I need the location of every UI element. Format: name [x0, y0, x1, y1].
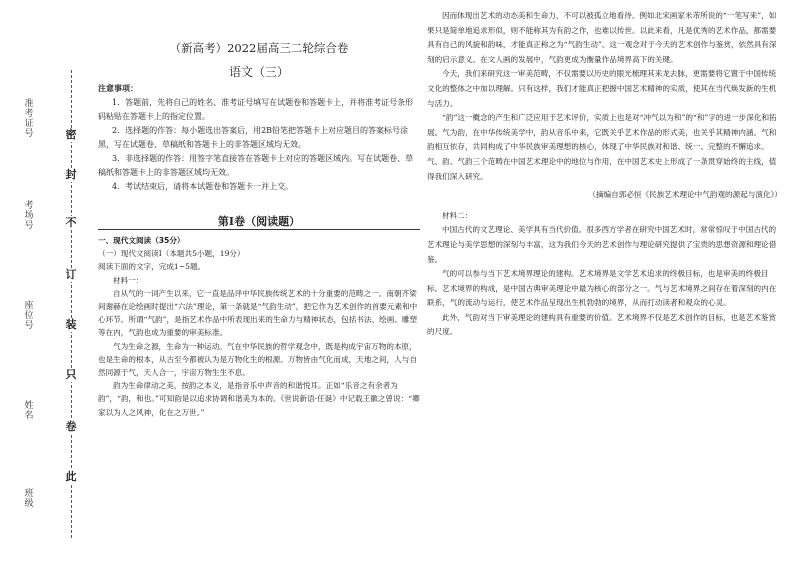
paragraph: 自从气的一词产生以来，它一直是品评中华民族传统艺术的十分重要的范畴之一。南朝齐梁间谢赫在论绘画时提出“六法”理论，第一条就是“气韵生动”，把它作为艺术创作的首要元素和中心环节。所谓“气韵”，是指艺术作品中所表现出来的生命力与精神状态，包括书法、绘画、雕塑等在内，气韵也成为重要的审美标准。	[98, 288, 418, 338]
sub-heading: （一）现代文阅读Ⅰ（本题共5小题，19分）	[98, 249, 245, 259]
seal-glyph-2: 封	[62, 168, 80, 182]
subject-title: 语文（三）	[228, 65, 289, 79]
paragraph: 今天，我们来研究这一审美范畴，不仅需要以历史的眼光梳理其来龙去脉，更需要将它置于中国传统文化的整体之中加以理解。只有这样，我们才能真正把握中国艺术精神的实质，使其在当代焕发新的生机与活力。	[427, 69, 777, 108]
class-label: 班级	[22, 488, 33, 508]
material-label: 材料一：	[113, 275, 144, 285]
paragraph: “韵”这一概念的产生和广泛应用于艺术评价，实质上也是对“冲气以为和”的“和”字的进一步深化和拓展。气为韵，在中华传统美学中，韵从音乐中来，它既关乎艺术作品的形式美，也关乎其精神内涵。气和韵相互依存，共同构成了中华民族审美理想的核心，体现了中华民族对和谐、统一、完整的不懈追求。气、韵、气韵三个范畴在中国艺术理论中的地位与作用，在中国艺术史上形成了一条贯穿始终的主线，值得我们深入研究。	[427, 113, 777, 181]
binding-margin	[0, 0, 95, 562]
paragraph: 因而体现出艺术的动态美和生命力，不可以被孤立地看待。例如北宋画家米芾所说的“一笔写来”，如果只是简单地追求形似，则不能称其为有韵之作，也难以传世。以此来看，凡是优秀的艺术作品，都需要具有自己的风貌和韵味，才能真正称之为“气韵生动”。这一观念对于今天的艺术创作与鉴赏，依然具有深刻的启示意义。在文人画的发展中，气韵更成为衡量作品境界高下的关键。	[427, 11, 777, 64]
material-label: 材料二：	[442, 210, 473, 220]
name-field[interactable]	[16, 400, 38, 420]
reading-body-right	[427, 9, 782, 340]
seat-number-field[interactable]	[16, 300, 38, 330]
name-label: 姓名	[22, 400, 33, 420]
notice-item: 2．选择题的作答：每小题选出答案后，用2B铅笔把答题卡上对应题目的答案标号涂黑，写在试题卷、草稿纸和答题卡上的非答题区域均无效。	[98, 126, 409, 149]
instruction: 阅读下面的文字，完成1~5题。	[98, 262, 206, 272]
seal-glyph-7: 卷	[62, 420, 80, 434]
notice-block	[98, 82, 420, 194]
seal-glyph-5: 装	[62, 318, 80, 332]
paragraph: 此外，气韵对当下审美理论的建构具有重要的价值。艺术境界不仅是艺术创作的目标，也是艺术鉴赏的尺度。	[427, 312, 777, 337]
exam-id-label: 准考证号	[22, 98, 33, 138]
notice-item: 1．答题前，先将自己的姓名、准考证号填写在试题卷和答题卡上，并将准考证号条形码粘贴在答题卡上的指定位置。	[98, 98, 414, 121]
part-heading: 一、现代文阅读（35分）	[98, 236, 185, 245]
exam-title: （新高考）2022届高三二轮综合卷	[169, 41, 349, 55]
left-column	[98, 0, 420, 562]
seal-glyph-8: 此	[62, 470, 80, 484]
notice-heading: 注意事项：	[98, 84, 138, 93]
class-field[interactable]	[16, 488, 38, 508]
section-divider	[98, 229, 420, 230]
notice-item: 3．非选择题的作答：用签字笔直接答在答题卡上对应的答题区域内。写在试题卷、草稿纸和答题卡上的非答题区域均无效。	[98, 154, 414, 177]
seal-glyph-1: 密	[62, 128, 80, 142]
paragraph: 韵为生命律动之美，按韵之本义，是指音乐中声音的和谐悦耳。正如“乐音之有余者为韵”，“韵，和也。”可知韵是以追求协调和谐美为本的。《世说新语·任诞》中记载王徽之曾说：“卿家以为人之风神，化在之万世。”	[98, 381, 420, 417]
reading-body-left	[98, 234, 420, 419]
paragraph: 气为生命之源，生命为一种运动。气在中华民族的哲学观念中，既是构成宇宙万物的本原，也是生命的根本，从古至今都被认为是万物化生的根源。万物皆由气化而成，天地之间，人与自然同源于气，天人合一，宇宙万物生生不息。	[98, 341, 417, 378]
right-column	[427, 0, 782, 562]
room-number-label: 考场号	[22, 200, 33, 230]
seal-glyph-4: 订	[62, 268, 80, 282]
notice-item: 4．考试结束后，请将本试题卷和答题卡一并上交。	[112, 182, 294, 191]
seal-glyph-6: 只	[62, 368, 80, 382]
seat-number-label: 座位号	[22, 300, 33, 330]
seal-glyph-3: 不	[62, 216, 80, 230]
paragraph: 气的可以参与当下艺术境界理论的建构。艺术境界是文学艺术追求的终极目标，也是审美的终极目标。艺术境界的构成，是中国古典审美理论中最为核心的部分之一。气与艺术境界之间存在着深刻的内在联系，气的流动与运行，使艺术作品呈现出生机勃勃的境界，从而打动读者和观众的心灵。	[427, 269, 777, 308]
room-number-field[interactable]	[16, 200, 38, 230]
paragraph: 中国古代的文艺理论、美学具有当代价值。很多西方学者在研究中国艺术时，常常惊叹于中国古代的艺术理论与美学思想的深刻与丰富，这为我们今天的艺术创作与理论研究提供了宝贵的思想资源和理论借鉴。	[427, 225, 777, 264]
source-citation: （摘编自郭必恒《民族艺术理论中气韵观的源起与演化》）	[588, 190, 782, 200]
section-title: 第Ⅰ卷（阅读题）	[217, 215, 301, 228]
exam-id-field[interactable]	[16, 98, 38, 138]
